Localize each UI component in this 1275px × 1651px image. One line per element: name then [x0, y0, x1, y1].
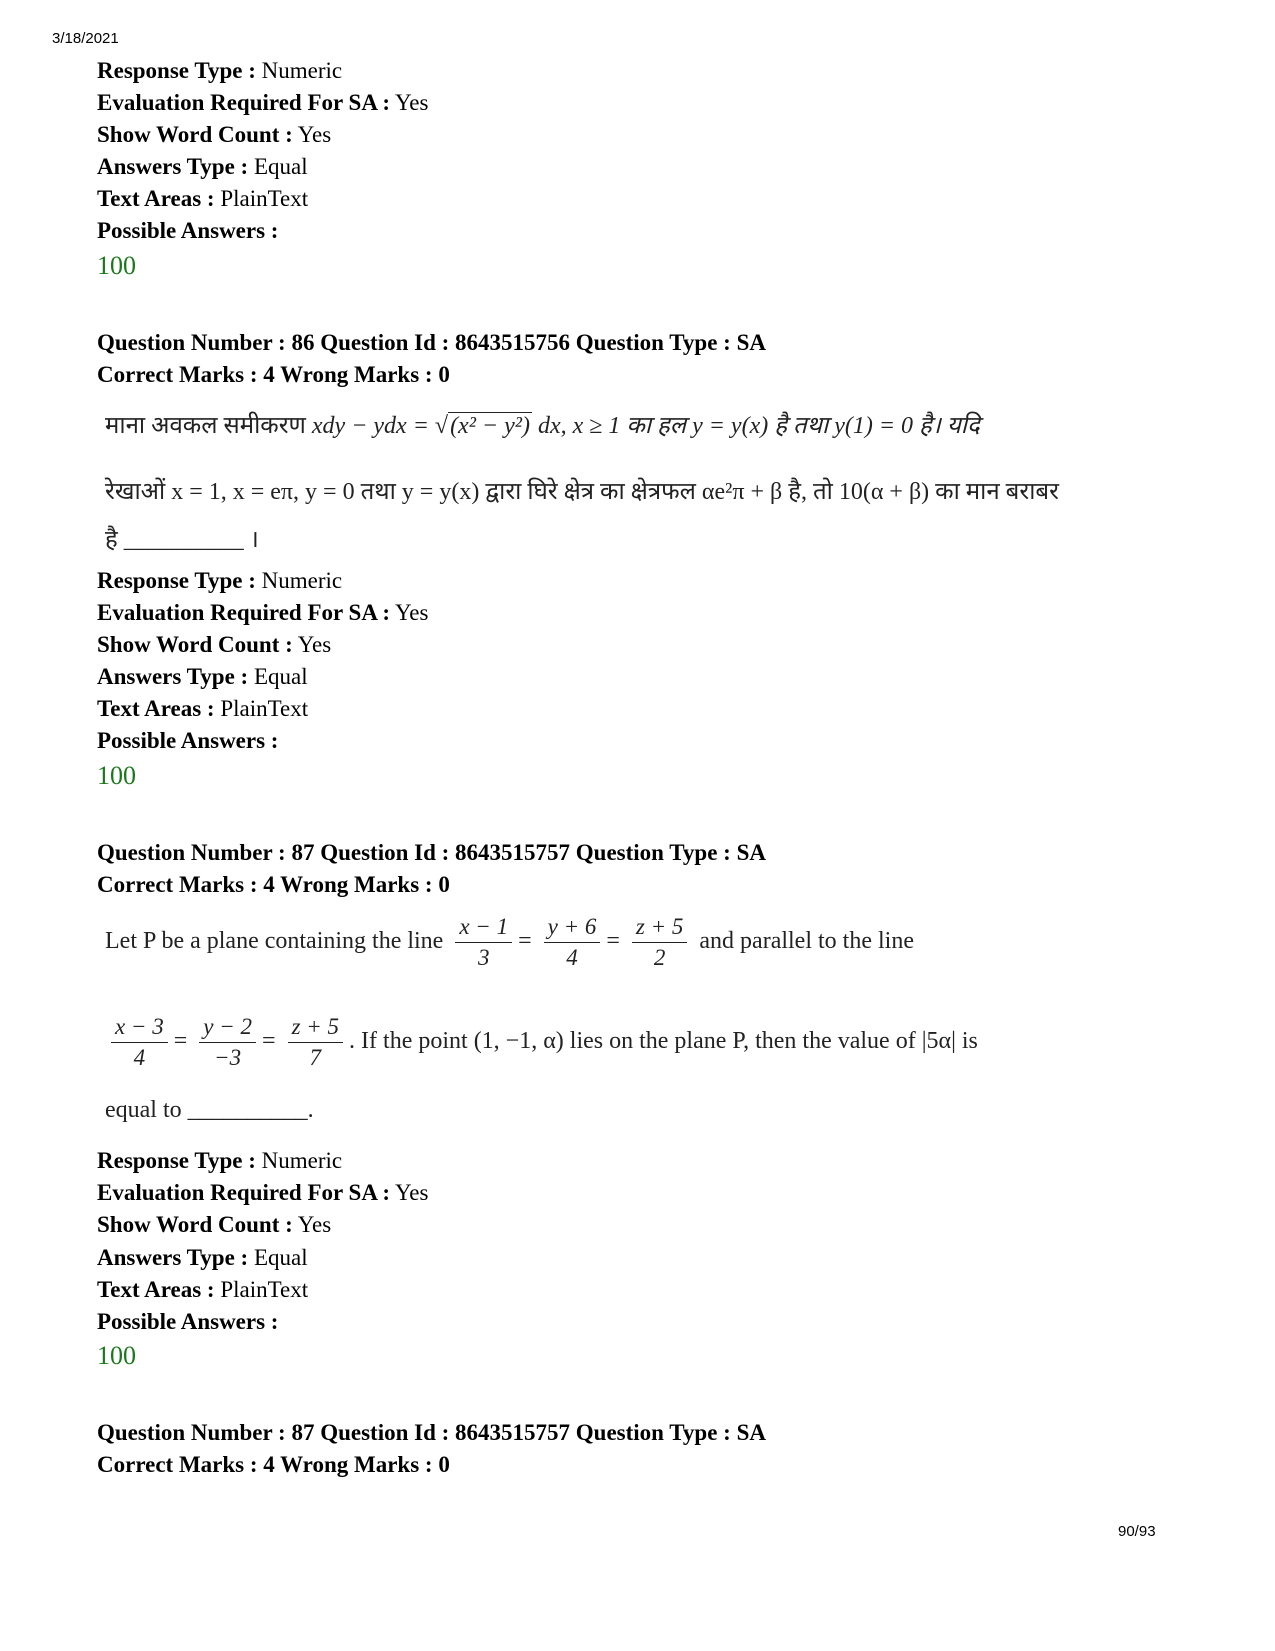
text-areas-row: Text Areas : PlainText: [97, 1277, 309, 1302]
evaluation-row: Evaluation Required For SA : Yes: [97, 90, 429, 115]
response-type-row: Response Type : Numeric: [97, 58, 343, 83]
word-count-row: Show Word Count : Yes: [97, 122, 332, 147]
possible-answers-label: Possible Answers :: [97, 1309, 279, 1334]
fraction: $\frac{y + 6}{4}$: [544, 912, 601, 973]
possible-answers-label: Possible Answers :: [97, 728, 279, 753]
header-date: 3/18/2021: [52, 30, 119, 47]
word-count-row: Show Word Count : Yes: [97, 632, 332, 657]
fraction: $\frac{x - 1}{3}$: [455, 912, 512, 973]
page-number: 90/93: [1118, 1523, 1156, 1540]
question-86-text-line1: माना अवकल समीकरण xdy − ydx = √(x² − y²) dx, x ≥ 1 का हल y = y(x) है तथा y(1) = 0 है। यदि: [105, 413, 980, 439]
question-86-marks: Correct Marks : 4 Wrong Marks : 0: [97, 362, 450, 387]
evaluation-row: Evaluation Required For SA : Yes: [97, 600, 429, 625]
evaluation-row: Evaluation Required For SA : Yes: [97, 1180, 429, 1205]
text-areas-row: Text Areas : PlainText: [97, 186, 309, 211]
question-87-text-line1: Let P be a plane containing the line $\frac{x - 1}{3}$ = $\frac{y + 6}{4}$ = $\frac{z + 5}{2}$ and parallel to the line: [105, 912, 914, 973]
question-87-marks: Correct Marks : 4 Wrong Marks : 0: [97, 872, 450, 897]
question-87-title: Question Number : 87 Question Id : 8643515757 Question Type : SA: [97, 840, 766, 865]
fraction: $\frac{z + 5}{2}$: [632, 912, 687, 973]
question-86-text-line3: है __________ ।: [105, 527, 259, 553]
possible-answer-value: 100: [97, 761, 136, 790]
question-87b-title: Question Number : 87 Question Id : 8643515757 Question Type : SA: [97, 1420, 766, 1445]
word-count-row: Show Word Count : Yes: [97, 1212, 332, 1237]
question-87-text-line3: equal to __________.: [105, 1097, 314, 1123]
fraction: $\frac{x - 3}{4}$: [111, 1012, 168, 1073]
fraction: $\frac{y - 2}{-3}$: [199, 1012, 256, 1073]
question-86-title: Question Number : 86 Question Id : 8643515756 Question Type : SA: [97, 330, 766, 355]
answers-type-row: Answers Type : Equal: [97, 664, 308, 689]
response-type-row: Response Type : Numeric: [97, 568, 343, 593]
possible-answer-value: 100: [97, 1341, 136, 1370]
text-areas-row: Text Areas : PlainText: [97, 696, 309, 721]
question-87b-marks: Correct Marks : 4 Wrong Marks : 0: [97, 1452, 450, 1477]
question-86-text-line2: रेखाओं x = 1, x = eπ, y = 0 तथा y = y(x) द्वारा घिरे क्षेत्र का क्षेत्रफल αe²π + β है, तो 10(α + β) का मान बराबर: [105, 479, 1059, 505]
fraction: $\frac{z + 5}{7}$: [288, 1012, 343, 1073]
answers-type-row: Answers Type : Equal: [97, 154, 308, 179]
possible-answers-label: Possible Answers :: [97, 218, 279, 243]
answers-type-row: Answers Type : Equal: [97, 1245, 308, 1270]
question-87-text-line2: $\frac{x - 3}{4}$ = $\frac{y - 2}{-3}$ = $\frac{z + 5}{7}$ . If the point (1, −1, α) lies on the plane P, then the value of |5α| is: [105, 1012, 978, 1073]
possible-answer-value: 100: [97, 251, 136, 280]
response-type-row: Response Type : Numeric: [97, 1148, 343, 1173]
